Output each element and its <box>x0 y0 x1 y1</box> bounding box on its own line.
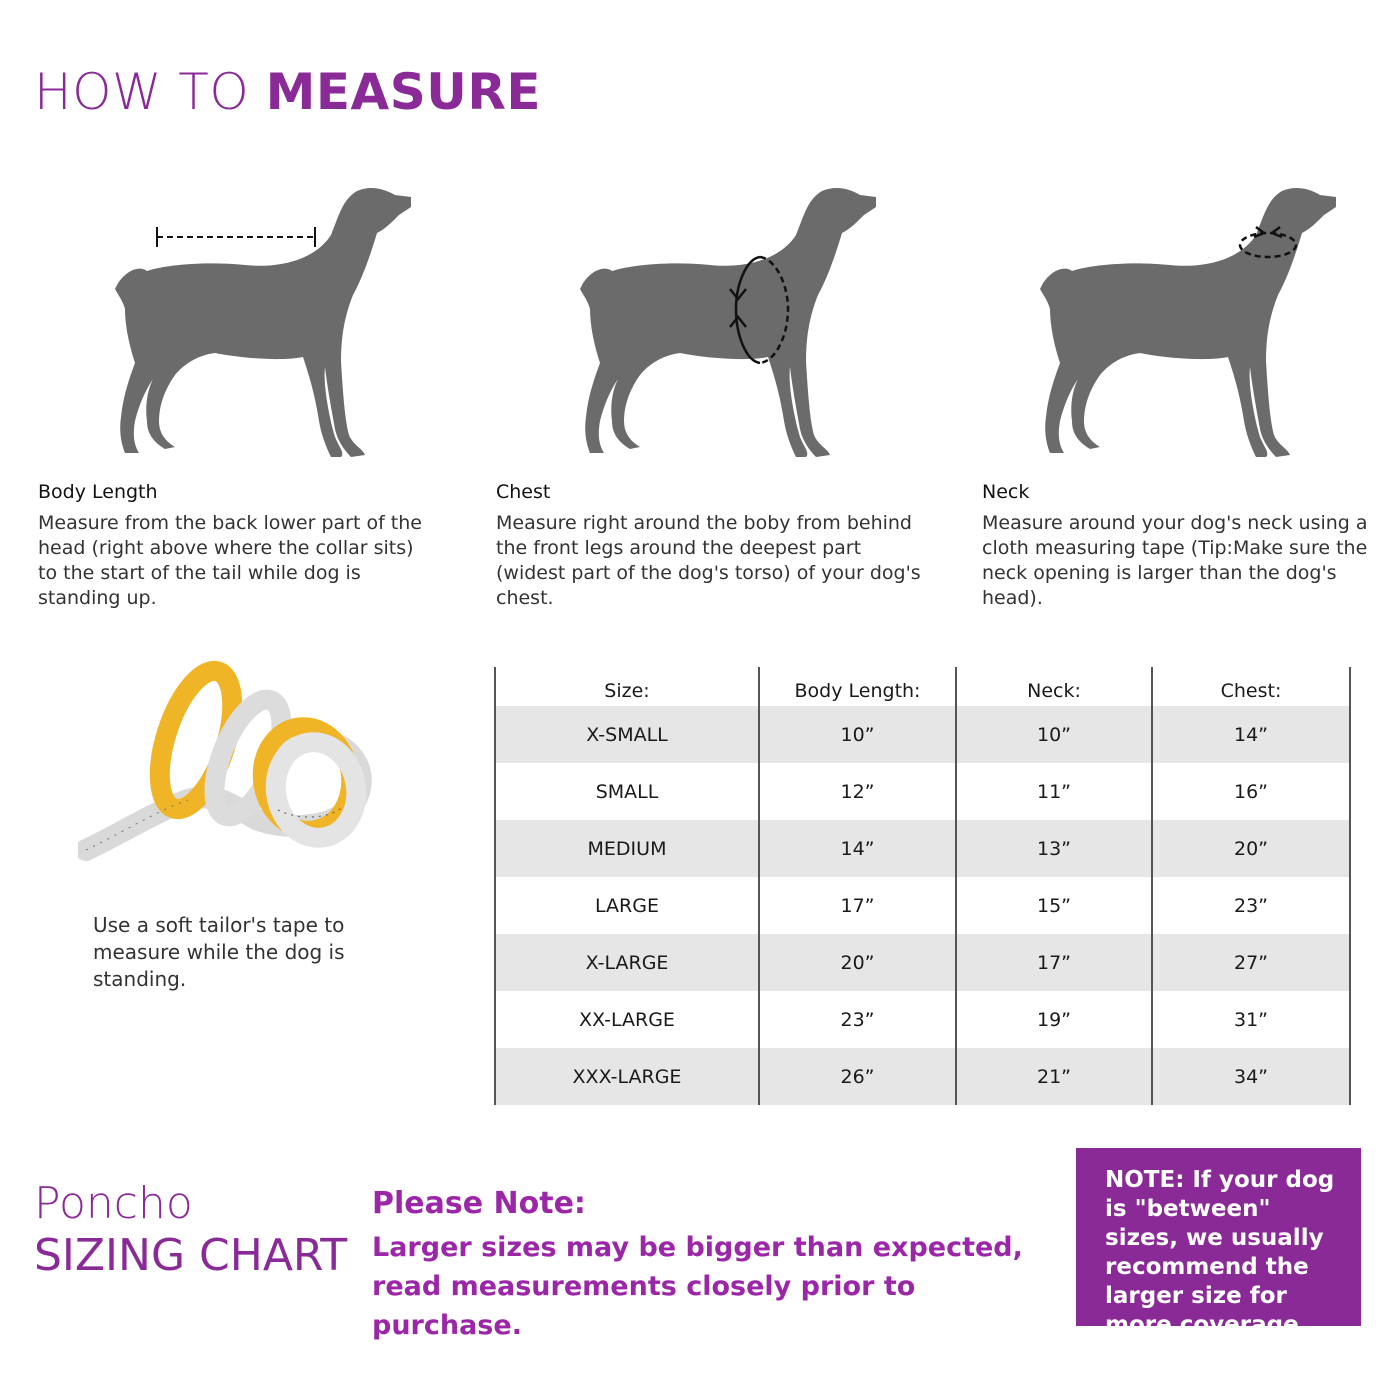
instruction-heading: Body Length <box>38 481 158 503</box>
dog-silhouette-body-length-icon <box>95 185 415 465</box>
size-cell: LARGE <box>495 877 759 934</box>
table-row <box>495 877 1350 934</box>
neck-cell: 13” <box>956 820 1152 877</box>
body-length-cell: 12” <box>759 763 956 820</box>
table-row <box>495 934 1350 991</box>
table-row <box>495 706 1350 763</box>
size-table <box>494 667 1351 1105</box>
instruction-text: Measure from the back lower part of the head (right above where the collar sits) to the start of the tail while dog is standing up. <box>38 512 422 609</box>
size-cell: MEDIUM <box>495 820 759 877</box>
instruction-text: Measure around your dog's neck using a cloth measuring tape (Tip:Make sure the neck opening is larger than the dog's head). <box>982 512 1368 609</box>
tape-note: Use a soft tailor's tape to measure while the dog is standing. <box>93 913 345 991</box>
sizing-callout <box>1076 1148 1361 1338</box>
dog-silhouette-chest-icon <box>560 185 880 465</box>
instruction-heading: Chest <box>496 481 551 503</box>
size-cell: XXX-LARGE <box>495 1048 759 1105</box>
neck-cell: 15” <box>956 877 1152 934</box>
body-length-cell: 10” <box>759 706 956 763</box>
title-light: HOW TO <box>34 63 250 121</box>
callout-text: NOTE: If your dog is "between" sizes, we usually recommend the larger size for more coverage. <box>1105 1167 1335 1338</box>
title-bold: MEASURE <box>265 63 541 121</box>
chest-cell: 16” <box>1152 763 1350 820</box>
size-cell: SMALL <box>495 763 759 820</box>
table-row <box>495 763 1350 820</box>
chest-cell: 14” <box>1152 706 1350 763</box>
column-header: Size: <box>495 667 759 706</box>
product-name: Poncho <box>34 1178 193 1229</box>
neck-cell: 21” <box>956 1048 1152 1105</box>
neck-cell: 11” <box>956 763 1152 820</box>
body-length-cell: 17” <box>759 877 956 934</box>
size-cell: X-SMALL <box>495 706 759 763</box>
table-row <box>495 820 1350 877</box>
size-cell: X-LARGE <box>495 934 759 991</box>
measuring-tape-icon <box>78 660 378 865</box>
table-row <box>495 1048 1350 1105</box>
instruction-text: Measure right around the boby from behind the front legs around the deepest part (widest part of the dog's torso) of your dog's chest. <box>496 512 921 609</box>
chest-cell: 23” <box>1152 877 1350 934</box>
chest-cell: 20” <box>1152 820 1350 877</box>
body-length-cell: 23” <box>759 991 956 1048</box>
table-row <box>495 991 1350 1048</box>
dog-silhouette-neck-icon <box>1020 185 1340 465</box>
body-length-cell: 26” <box>759 1048 956 1105</box>
chest-cell: 34” <box>1152 1048 1350 1105</box>
neck-cell: 19” <box>956 991 1152 1048</box>
instruction-heading: Neck <box>982 481 1030 503</box>
body-length-cell: 20” <box>759 934 956 991</box>
note-heading: Please Note: <box>372 1186 586 1221</box>
column-header: Neck: <box>956 667 1152 706</box>
chest-cell: 27” <box>1152 934 1350 991</box>
neck-cell: 10” <box>956 706 1152 763</box>
chest-cell: 31” <box>1152 991 1350 1048</box>
column-header: Body Length: <box>759 667 956 706</box>
page-title <box>34 62 541 122</box>
neck-cell: 17” <box>956 934 1152 991</box>
note-text: Larger sizes may be bigger than expected, read measurements closely prior to purchase. <box>372 1232 1023 1341</box>
body-length-cell: 14” <box>759 820 956 877</box>
instruction-body-length <box>38 481 438 611</box>
chart-label: SIZING CHART <box>34 1230 348 1281</box>
size-cell: XX-LARGE <box>495 991 759 1048</box>
instruction-neck <box>982 481 1382 611</box>
table-header-row <box>495 667 1350 706</box>
instruction-chest <box>496 481 936 611</box>
column-header: Chest: <box>1152 667 1350 706</box>
